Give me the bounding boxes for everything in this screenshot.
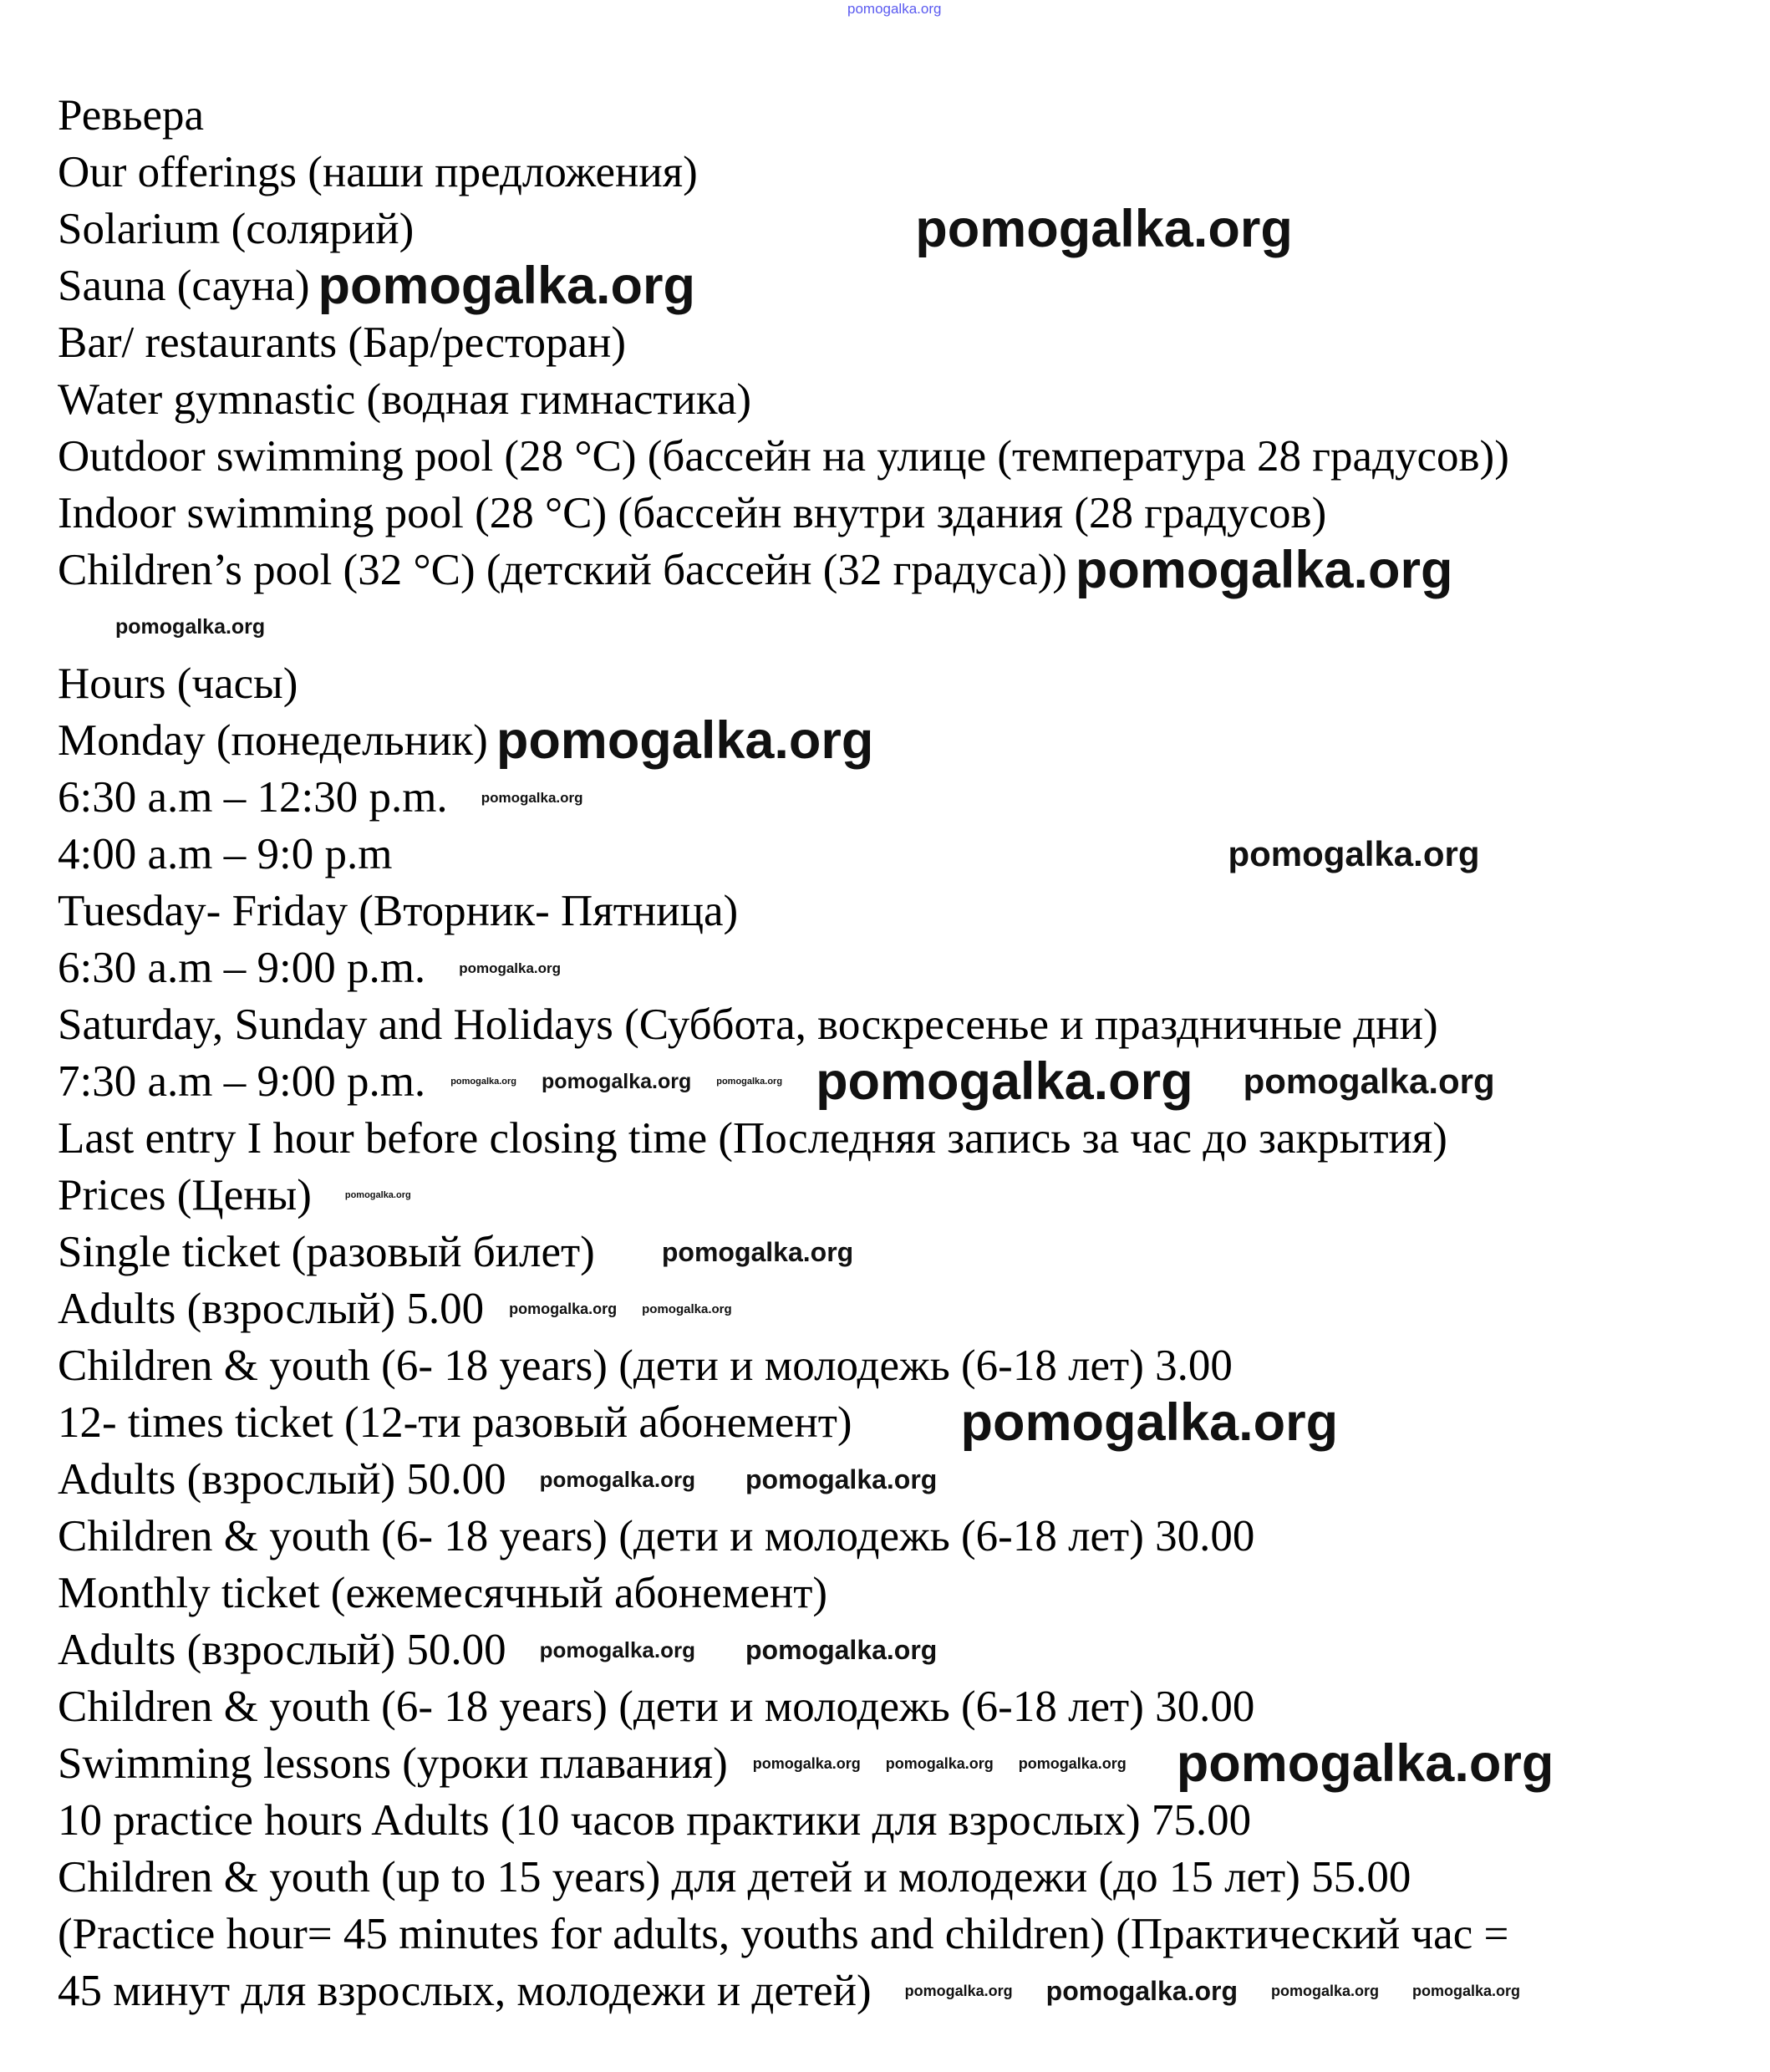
- text-line-content: 4:00 a.m – 9:0 p.m: [58, 830, 393, 878]
- text-line-content: Outdoor swimming pool (28 °C) (бассейн на улице (температура 28 градусов)): [58, 432, 1509, 481]
- text-line-content: Children’s pool (32 °C) (детский бассейн (32 градуса)): [58, 546, 1067, 594]
- text-line: [58, 257, 1554, 314]
- text-line-content: 6:30 a.m – 9:00 p.m.: [58, 944, 426, 992]
- watermark: pomogalka.org: [1075, 540, 1453, 599]
- text-line: [58, 1963, 1554, 2019]
- watermark: pomogalka.org: [1271, 1983, 1380, 1999]
- watermark: pomogalka.org: [509, 1301, 618, 1317]
- text-line-content: 7:30 a.m – 9:00 p.m.: [58, 1057, 426, 1106]
- watermark: pomogalka.org: [539, 1467, 695, 1492]
- text-line: [58, 1678, 1554, 1735]
- watermark-top: pomogalka.org: [847, 1, 942, 17]
- text-line-content: Ревьера: [58, 91, 205, 140]
- text-line-content: Children & youth (6- 18 years) (дети и молодежь (6-18 лет) 30.00: [58, 1512, 1255, 1560]
- text-line: [58, 1337, 1554, 1394]
- text-line: [58, 1849, 1554, 1906]
- watermark: pomogalka.org: [1018, 1755, 1127, 1772]
- text-line: [58, 1224, 1554, 1280]
- watermark: pomogalka.org: [915, 199, 1293, 258]
- text-line: [58, 371, 1554, 428]
- text-line: [58, 883, 1554, 939]
- watermark: pomogalka.org: [1412, 1983, 1521, 1999]
- text-line-content: Bar/ restaurants (Бар/ресторан): [58, 318, 627, 367]
- text-line: [58, 1508, 1554, 1565]
- watermark: pomogalka.org: [752, 1755, 861, 1772]
- text-line-content: Adults (взрослый) 50.00: [58, 1455, 506, 1504]
- text-line: [58, 1906, 1554, 1963]
- text-line-content: Saturday, Sunday and Holidays (Суббота, воскресенье и праздничные дни): [58, 1000, 1438, 1049]
- watermark: pomogalka.org: [459, 960, 562, 976]
- text-line-content: Adults (взрослый) 50.00: [58, 1626, 506, 1674]
- text-line: [58, 939, 1554, 996]
- text-line-content: Water gymnastic (водная гимнастика): [58, 375, 752, 424]
- watermark: pomogalka.org: [1176, 1733, 1554, 1793]
- text-line-content: 6:30 a.m – 12:30 p.m.: [58, 773, 448, 822]
- text-line: [58, 1110, 1554, 1167]
- text-line: [58, 1792, 1554, 1849]
- text-line-content: Children & youth (6- 18 years) (дети и молодежь (6-18 лет) 30.00: [58, 1683, 1255, 1731]
- text-line-content: Monday (понедельник): [58, 716, 488, 765]
- text-line-content: Children & youth (6- 18 years) (дети и молодежь (6-18 лет) 3.00: [58, 1341, 1233, 1390]
- text-line-content: 45 минут для взрослых, молодежи и детей): [58, 1967, 872, 2015]
- text-line: [58, 1053, 1554, 1110]
- text-line-content: Tuesday- Friday (Вторник- Пятница): [58, 887, 739, 935]
- text-line-content: 10 practice hours Adults (10 часов практики для взрослых) 75.00: [58, 1796, 1252, 1845]
- watermark: pomogalka.org: [745, 1635, 938, 1665]
- text-line-content: Adults (взрослый) 5.00: [58, 1285, 485, 1333]
- text-line: [58, 201, 1554, 257]
- text-line-content: Indoor swimming pool (28 °C) (бассейн внутри здания (28 градусов): [58, 489, 1327, 537]
- text-line-content: (Practice hour= 45 minutes for adults, youths and children) (Практический час =: [58, 1910, 1509, 1958]
- watermark: pomogalka.org: [115, 614, 266, 639]
- watermark: pomogalka.org: [661, 1237, 854, 1267]
- document-body: [58, 87, 1554, 2019]
- text-line-content: Children & youth (up to 15 years) для детей и молодежи (до 15 лет) 55.00: [58, 1853, 1411, 1901]
- text-line-content: Solarium (солярий): [58, 205, 415, 253]
- text-line-content: Monthly ticket (ежемесячный абонемент): [58, 1569, 828, 1617]
- text-line: [58, 87, 1554, 144]
- watermark: pomogalka.org: [496, 710, 874, 770]
- watermark: pomogalka.org: [539, 1637, 695, 1662]
- watermark: pomogalka.org: [960, 1392, 1339, 1452]
- text-line: [58, 655, 1554, 712]
- text-line: [58, 1280, 1554, 1337]
- watermark: pomogalka.org: [318, 256, 696, 315]
- watermark: pomogalka.org: [481, 789, 583, 806]
- watermark: pomogalka.org: [344, 1189, 411, 1200]
- text-line-content: Single ticket (разовый билет): [58, 1228, 595, 1276]
- watermark: pomogalka.org: [885, 1755, 994, 1772]
- text-line: [58, 1394, 1554, 1451]
- text-line-content: Sauna (сауна): [58, 262, 310, 310]
- text-line: [58, 1451, 1554, 1508]
- text-line: [58, 542, 1554, 598]
- text-line-content: Last entry I hour before closing time (Последняя запись за час до закрытия): [58, 1114, 1447, 1163]
- text-line-content: 12- times ticket (12-ти разовый абонемент): [58, 1398, 852, 1447]
- watermark: pomogalka.org: [1045, 1976, 1238, 2006]
- watermark: pomogalka.org: [450, 1076, 517, 1087]
- text-line: [58, 144, 1554, 201]
- watermark: pomogalka.org: [745, 1464, 938, 1494]
- text-line-content: Our offerings (наши предложения): [58, 148, 698, 196]
- watermark: pomogalka.org: [1228, 834, 1480, 873]
- watermark: pomogalka.org: [1243, 1061, 1495, 1101]
- text-line: [58, 485, 1554, 542]
- text-line: [58, 1735, 1554, 1792]
- watermark: pomogalka.org: [642, 1301, 732, 1316]
- text-line: [58, 769, 1554, 826]
- text-line-content: Swimming lessons (уроки плавания): [58, 1739, 728, 1788]
- blank-line: [58, 598, 1554, 655]
- watermark: pomogalka.org: [816, 1051, 1193, 1111]
- text-line: [58, 1621, 1554, 1678]
- text-line: [58, 314, 1554, 371]
- text-line-content: Prices (Цены): [58, 1171, 312, 1219]
- watermark: pomogalka.org: [542, 1069, 692, 1093]
- watermark: pomogalka.org: [904, 1983, 1013, 1999]
- text-line-content: Hours (часы): [58, 659, 298, 708]
- text-line: [58, 712, 1554, 769]
- watermark: pomogalka.org: [716, 1076, 783, 1087]
- text-line: [58, 826, 1554, 883]
- text-line: [58, 1167, 1554, 1224]
- text-line: [58, 428, 1554, 485]
- text-line: [58, 1565, 1554, 1621]
- text-line: [58, 996, 1554, 1053]
